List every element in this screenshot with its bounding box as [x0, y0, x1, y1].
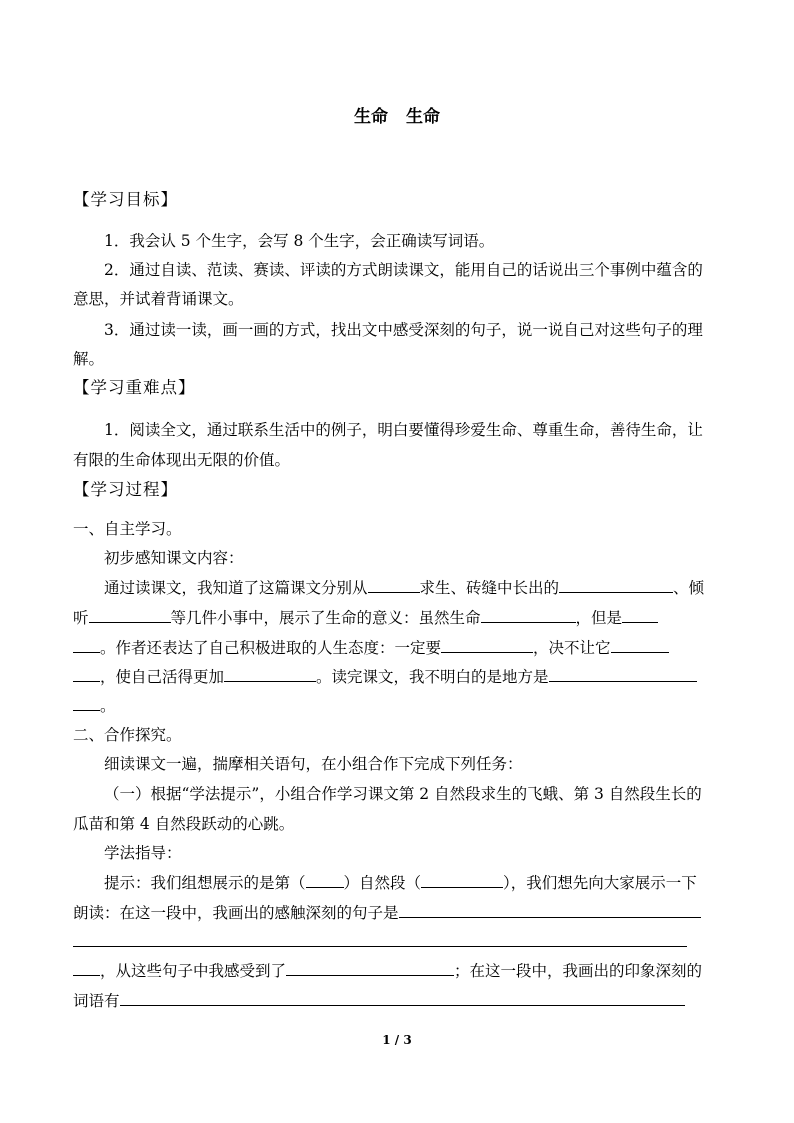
- objective-item-3-cont: 解。: [73, 350, 105, 368]
- fill-line-2: 听 等几件小事中，展示了生命的意义：虽然生命 ，但是: [73, 607, 658, 628]
- hint-line-5: 词语有: [73, 990, 685, 1011]
- objective-item-2-cont: 意思，并试着背诵课文。: [73, 290, 244, 308]
- fill-blank[interactable]: [441, 637, 533, 653]
- fill-blank[interactable]: [611, 637, 669, 653]
- objective-item-2: 2．通过自读、范读、赛读、评读的方式朗读课文，能用自己的话说出三个事例中蕴含的: [104, 261, 703, 279]
- objective-item-3: 3．通过读一读，画一画的方式，找出文中感受深刻的句子，说一说自己对这些句子的理: [104, 321, 703, 339]
- section-heading-objectives: 【学习目标】: [73, 190, 178, 209]
- task-intro: 细读课文一遍，揣摩相关语句，在小组合作下完成下列任务：: [104, 755, 523, 773]
- page-number: 1 / 3: [382, 1033, 412, 1047]
- fill-blank[interactable]: [549, 666, 697, 682]
- hint-line-1: 提示：我们组想展示的是第（ ）自然段（ ），我们想先向大家展示一下: [104, 874, 697, 892]
- fill-blank[interactable]: [73, 637, 100, 653]
- fill-blank[interactable]: [306, 872, 344, 888]
- fill-line-1: 通过读课文，我知道了这篇课文分别从 求生、砖缝中长出的 、倾: [104, 579, 705, 597]
- method-label: 学法指导：: [104, 844, 182, 862]
- fill-line-3: 。作者还表达了自己积极进取的人生态度：一定要 ，决不让它: [73, 637, 669, 658]
- perceive-label: 初步感知课文内容：: [104, 549, 244, 567]
- fill-line-5: 。: [73, 695, 116, 716]
- key-point-item-1-cont: 有限的生命体现出无限的价值。: [73, 451, 291, 469]
- section-heading-process: 【学习过程】: [73, 480, 178, 499]
- fill-blank[interactable]: [559, 577, 673, 593]
- fill-blank[interactable]: [399, 902, 701, 918]
- part1-title: 一、自主学习。: [73, 520, 182, 538]
- fill-blank[interactable]: [120, 990, 685, 1006]
- fill-blank[interactable]: [622, 607, 658, 623]
- fill-blank[interactable]: [286, 960, 454, 976]
- fill-blank[interactable]: [481, 607, 576, 623]
- task1-line-1: （一）根据“学法提示”，小组合作学习课文第 2 自然段求生的飞蛾、第 3 自然段生长的: [104, 785, 702, 803]
- fill-blank[interactable]: [89, 607, 171, 623]
- fill-line-4: ，使自己活得更加 。读完课文，我不明白的是地方是: [73, 666, 697, 687]
- fill-blank[interactable]: [73, 666, 100, 682]
- part2-title: 二、合作探究。: [73, 726, 182, 744]
- fill-blank[interactable]: [421, 872, 503, 888]
- objective-item-1: 1．我会认 5 个生字，会写 8 个生字，会正确读写词语。: [104, 232, 495, 250]
- fill-blank[interactable]: [73, 695, 100, 711]
- fill-blank[interactable]: [224, 666, 316, 682]
- section-heading-key-points: 【学习重难点】: [73, 378, 196, 397]
- fill-blank[interactable]: [73, 960, 100, 976]
- answer-line[interactable]: [73, 946, 687, 947]
- task1-line-2: 瓜苗和第 4 自然段跃动的心跳。: [73, 815, 295, 833]
- fill-blank[interactable]: [368, 577, 420, 593]
- hint-line-2: 朗读：在这一段中，我画出的感触深刻的句子是: [73, 902, 701, 923]
- key-point-item-1: 1．阅读全文，通过联系生活中的例子，明白要懂得珍爱生命、尊重生命，善待生命，让: [104, 421, 703, 439]
- page-title: 生命 生命: [354, 107, 440, 127]
- hint-line-4: ，从这些句子中我感受到了 ；在这一段中，我画出的印象深刻的: [73, 960, 702, 981]
